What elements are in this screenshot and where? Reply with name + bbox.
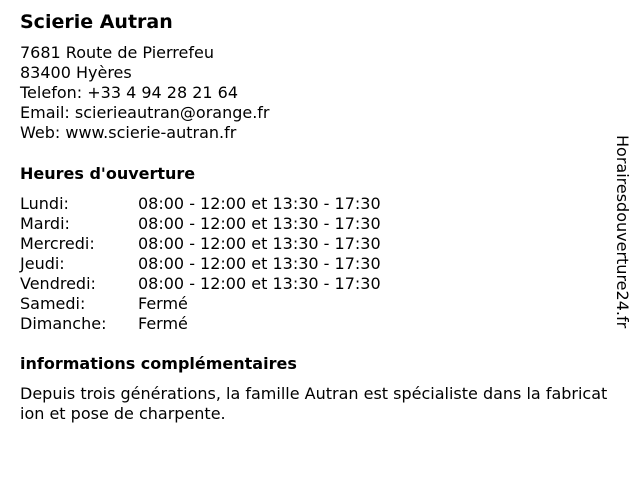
time-value: Fermé xyxy=(138,294,188,313)
day-label: Mardi: xyxy=(20,214,70,233)
hours-row-monday xyxy=(20,194,381,214)
day-label: Jeudi: xyxy=(20,254,65,273)
day-label: Vendredi: xyxy=(20,274,96,293)
contact-block xyxy=(20,43,270,143)
time-value: 08:00 - 12:00 et 13:30 - 17:30 xyxy=(138,274,381,293)
hours-row-thursday xyxy=(20,254,381,274)
business-name: Scierie Autran xyxy=(20,11,173,33)
site-watermark: Horairesdouverture24.fr xyxy=(613,135,632,329)
address-line-1: 7681 Route de Pierrefeu xyxy=(20,43,214,62)
website-text: Web: www.scierie-autran.fr xyxy=(20,123,237,142)
hours-row-sunday xyxy=(20,314,381,334)
additional-info-heading: informations complémentaires xyxy=(20,354,297,373)
day-label: Samedi: xyxy=(20,294,86,313)
address-line-2: 83400 Hyères xyxy=(20,63,132,82)
day-label: Lundi: xyxy=(20,194,69,213)
time-value: Fermé xyxy=(138,314,188,333)
time-value: 08:00 - 12:00 et 13:30 - 17:30 xyxy=(138,254,381,273)
hours-row-saturday xyxy=(20,294,381,314)
additional-info-text: Depuis trois générations, la famille Autran est spécialiste dans la fabrication et pose de charpente. xyxy=(20,384,608,423)
day-label: Mercredi: xyxy=(20,234,95,253)
time-value: 08:00 - 12:00 et 13:30 - 17:30 xyxy=(138,234,381,253)
hours-row-friday xyxy=(20,274,381,294)
time-value: 08:00 - 12:00 et 13:30 - 17:30 xyxy=(138,194,381,213)
opening-hours-table xyxy=(20,194,381,334)
opening-hours-heading: Heures d'ouverture xyxy=(20,164,196,183)
time-value: 08:00 - 12:00 et 13:30 - 17:30 xyxy=(138,214,381,233)
hours-row-wednesday xyxy=(20,234,381,254)
email-text: Email: scierieautran@orange.fr xyxy=(20,103,270,122)
hours-row-tuesday xyxy=(20,214,381,234)
day-label: Dimanche: xyxy=(20,314,107,333)
phone-text: Telefon: +33 4 94 28 21 64 xyxy=(20,83,239,102)
